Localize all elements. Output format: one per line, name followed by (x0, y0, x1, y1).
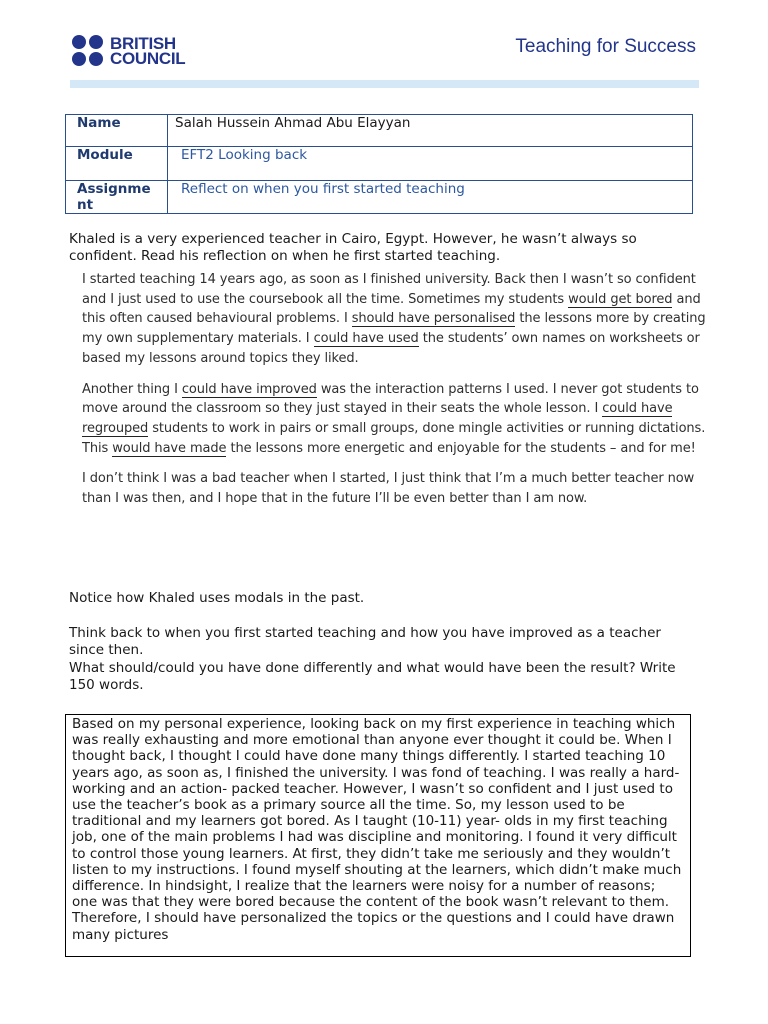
underlined-modal-phrase: could have regrouped (82, 401, 673, 436)
reflection-text: students to work in pairs or small groups, done mingle activities or running dictations. This (82, 420, 706, 456)
underlined-modal-phrase: would get bored (568, 291, 673, 307)
reflection-text: the lessons more by creating my own supplementary materials. I (82, 311, 706, 347)
name-row (66, 115, 693, 147)
module-row (66, 147, 693, 181)
reflection-text: I started teaching 14 years ago, as soon as I finished university. Back then I wasn’t so confident and I just used to use the coursebook all the time. Sometimes my students (82, 272, 696, 307)
reflection-paragraph (82, 270, 707, 369)
task-question: What should/could you have done differently and what would have been the result? Write 150 words. (69, 660, 676, 693)
underlined-modal-phrase: could have improved (181, 381, 317, 397)
reflection-text: the lessons more energetic and enjoyable for the students – and for me! (226, 440, 696, 456)
reflection-paragraph (82, 380, 707, 459)
module-value: EFT2 Looking back (168, 147, 693, 181)
name-label: Name (66, 115, 168, 147)
module-label: Module (66, 147, 168, 181)
logo-dots-icon (72, 35, 103, 66)
underlined-modal-phrase: should have personalised (351, 311, 516, 327)
british-council-logo (72, 35, 185, 66)
logo-text: BRITISH COUNCIL (110, 33, 186, 68)
reflection-text: Another thing I (82, 381, 182, 397)
assignment-value: Reflect on when you first started teaching (168, 181, 693, 214)
handwritten-reflection (82, 270, 707, 509)
assignment-label: Assignme nt (66, 181, 168, 214)
intro-text: Khaled is a very experienced teacher in Cairo, Egypt. However, he wasn’t always so confident. Read his reflection on when he first started teaching. (69, 231, 637, 264)
notice-text: Notice how Khaled uses modals in the past. (69, 590, 365, 606)
reflection-text: I don’t think I was a bad teacher when I started, I just think that I’m a much better teacher now than I was then, and I hope that in the future I’ll be even better than I am now. (82, 471, 695, 507)
underlined-modal-phrase: could have used (313, 331, 419, 347)
reflection-text: the students’ own names on worksheets or based my lessons around topics they liked. (82, 331, 700, 366)
underlined-modal-phrase: would have made (112, 440, 227, 456)
reflection-text: was the interaction patterns I used. I never got students to move around the classroom so they just stayed in their seats the whole lesson. I (82, 381, 699, 417)
assignment-row (66, 181, 693, 214)
reflection-paragraph (82, 469, 707, 508)
name-value: Salah Hussein Ahmad Abu Elayyan (168, 115, 693, 147)
answer-box[interactable]: Based on my personal experience, looking back on my first experience in teaching which was really exhausting and more emotional than anyone ever thought it could be. When I thought back, I thought I could have done many things differently. I started teaching 10 years ago, as soon as, I finished the university. I was fond of teaching. I was really a hard-working and an action- packed teacher. However, I wasn’t so confident and I just used to use the teacher’s book as a primary source all the time. So, my lesson used to be traditional and my learners got bored. As I taught (10-11) year- olds in my first teaching job, one of the main problems I had was discipline and monitoring. I found it very difficult to control those young learners. At first, they didn’t take me seriously and they wouldn’t listen to my instructions. I found myself shouting at the learners, which didn’t make much difference. In hindsight, I realize that the learners were noisy for a number of reasons; one was that they were bored because the content of the book wasn’t relevant to them. Therefore, I should have personalized the topics or the questions and I could have drawn many pictures (65, 714, 691, 957)
task-prompt: Think back to when you first started teaching and how you have improved as a teacher since then. (69, 625, 661, 658)
header-band (70, 80, 699, 88)
reflection-text: and this often caused behavioural problems. I (82, 291, 701, 327)
info-table (65, 114, 693, 214)
tagline: Teaching for Success (515, 36, 696, 57)
